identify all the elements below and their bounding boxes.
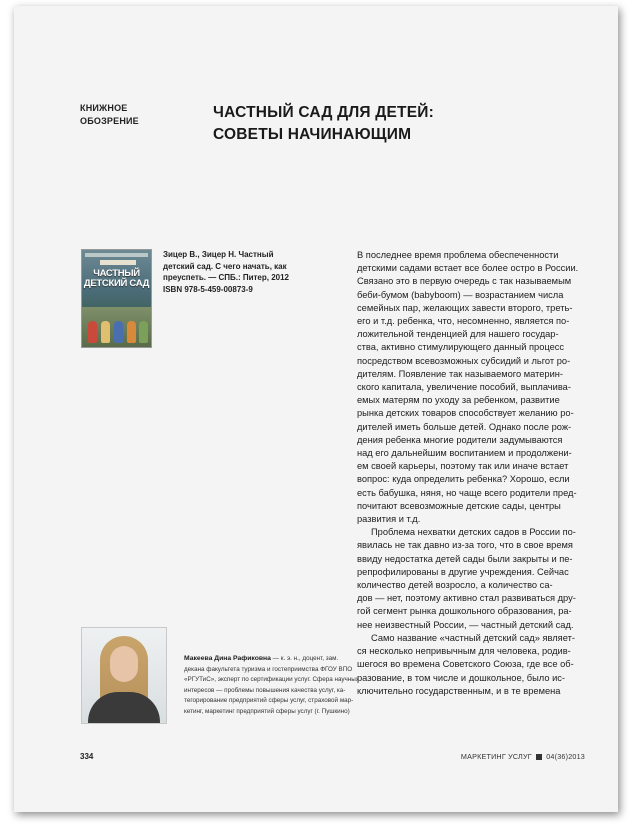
article-body <box>357 249 601 698</box>
book-citation-line: Зицер В., Зицер Н. Частный <box>163 250 274 259</box>
article-body-line: шегося во времена Советского Союза, где все об- <box>357 659 574 670</box>
journal-footer <box>461 752 585 761</box>
article-body-line: беби-бумом (babyboom) — возрастанием числа <box>357 289 564 300</box>
article-body-line: дителям. Появление так называемого материн- <box>357 368 564 379</box>
section-label-line1: КНИЖНОЕ <box>80 103 128 113</box>
article-body-line: почитают всевозможные детские сады, центры <box>357 500 561 511</box>
article-body-line: ся несколько непривычным для человека, родив- <box>357 646 571 657</box>
article-body-line: развития и т.д. <box>357 514 421 525</box>
page-number: 334 <box>80 752 94 761</box>
article-body-line: детскими садами встает все более остро в России. <box>357 263 579 274</box>
article-body-line: рынка детских товаров способствует желанию ро- <box>357 408 574 419</box>
cover-badge <box>100 260 136 265</box>
author-photo <box>81 627 167 724</box>
article-body-line: Проблема нехватки детских садов в России по- <box>371 527 576 538</box>
journal-name: МАРКЕТИНГ УСЛУГ <box>460 752 532 761</box>
article-body-line: разование, в том числе и дошкольное, было ис- <box>357 672 566 683</box>
article-body-line: Связано это в первую очередь с так называемым <box>357 276 572 287</box>
article-body-line: ем своей карьеры, поэтому так или иначе встает <box>357 461 569 472</box>
article-body-line: емых матерям по уходу за ребенком, развитие <box>357 395 560 406</box>
article-body-line: дов — нет, поэтому активно стал развиваться дру- <box>357 593 576 604</box>
article-body-line: В последнее время проблема обеспеченности <box>357 250 559 260</box>
section-label <box>80 102 139 128</box>
article-body-line: явилась не так давно из-за того, что в свое время <box>357 540 573 551</box>
author-face <box>110 646 138 682</box>
book-cover-image <box>81 249 152 348</box>
article-body-line: репрофилированы в другие учреждения. Сейчас <box>357 566 569 577</box>
author-bio-line: интересов — проблемы повышения качества услуг, ка- <box>184 686 346 694</box>
magazine-page <box>14 6 618 812</box>
article-body-line: семейных пар, желающих завести второго, треть- <box>357 302 573 313</box>
book-citation-line: детский сад. С чего начать, как <box>163 261 287 271</box>
article-body-line: ввиду недостатка детей сады были закрыты и пе- <box>357 553 573 564</box>
article-body-line: ства, активно стимулирующего данный процесс <box>357 342 565 353</box>
article-body-line: ского капитала, увеличение пособий, выплачива- <box>357 382 571 393</box>
headline-line1: ЧАСТНЫЙ САД ДЛЯ ДЕТЕЙ: <box>213 104 434 121</box>
article-body-line: над его дальнейшим воспитанием и продолжени- <box>357 448 572 459</box>
article-body-line: гой сегмент рынка дошкольного образования, ра- <box>357 606 572 617</box>
book-citation-line: преуспеть. — СПБ.: Питер, 2012 <box>163 273 289 282</box>
author-bio <box>184 654 359 718</box>
article-body-line: посредством всевозможных субсидий и льгот ро- <box>357 355 571 366</box>
article-body-line: дения ребенка многие родители задумываются <box>357 434 563 445</box>
cover-child-figure <box>139 321 148 343</box>
cover-children-scene <box>82 307 151 347</box>
article-body-line: количество детей возросло, а количество са- <box>357 580 553 591</box>
book-citation <box>163 249 303 295</box>
cover-title-line2: ДЕТСКИЙ САД <box>83 278 150 289</box>
article-body-line: ложительной тенденцией для нашего государ- <box>357 329 559 340</box>
cover-title <box>82 269 151 289</box>
cover-child-figure <box>127 321 136 343</box>
author-shoulders <box>88 692 160 724</box>
author-bio-first-line-rest: — к. э. н., доцент, зам. <box>270 655 339 662</box>
book-isbn: ISBN 978-5-459-00873-9 <box>163 284 253 294</box>
article-body-line: есть бабушка, няня, но чаще всего родители пред- <box>357 487 577 498</box>
journal-issue: 04(36)2013 <box>546 752 585 761</box>
article-body-line: дителей иметь больше детей. Однако после рож- <box>357 421 572 432</box>
section-label-line2: ОБОЗРЕНИЕ <box>80 116 139 126</box>
article-headline <box>213 102 434 146</box>
author-bio-line: кетинг, маркетинг предприятий сферы услуг (г. Пушкино) <box>184 707 350 715</box>
author-bio-line: декана факультета туризма и гостеприимства ФГОУ ВПО <box>184 665 353 673</box>
cover-top-strip <box>85 253 148 257</box>
square-separator-icon <box>536 754 542 760</box>
cover-child-figure <box>88 321 97 343</box>
cover-child-figure <box>101 321 110 343</box>
article-body-line: нее неизвестный России, — частный детский сад. <box>357 619 574 630</box>
headline-line2: СОВЕТЫ НАЧИНАЮЩИМ <box>213 126 412 143</box>
article-body-line: Само название «частный детский сад» являет- <box>371 632 575 643</box>
article-body-line: его и т.д. ребенка, что, несомненно, является по- <box>357 316 570 327</box>
article-body-line: ключительно государственным, и в те времена <box>357 685 561 696</box>
cover-title-line1: ЧАСТНЫЙ <box>93 268 140 279</box>
article-body-line: вопрос: куда определить ребенка? Хорошо, если <box>357 474 570 485</box>
cover-child-figure <box>114 321 123 343</box>
author-name: Макеева Дина Рафиковна <box>184 655 271 662</box>
author-bio-line: «РГУТиС», эксперт по сертификации услуг. Сфера научных <box>184 676 359 684</box>
author-bio-line: тегорирование предприятий сферы услуг, страховой мар- <box>184 697 354 705</box>
author-bio-first-line <box>184 654 342 665</box>
